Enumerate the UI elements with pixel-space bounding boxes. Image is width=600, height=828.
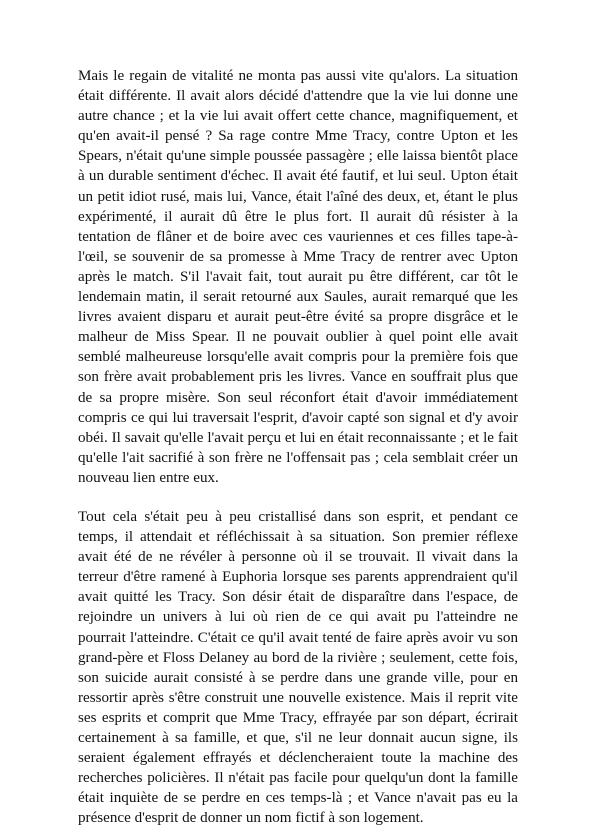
document-page [78, 66, 518, 828]
paragraph-1: Mais le regain de vitalité ne monta pas aussi vite qu'alors. La situation était différente. Il avait alors décidé d'attendre que la vie lui donne une autre chance ; et la vie lui avait offert cette chance, magnifiquement, et qu'en avait-il pensé ? Sa rage contre Mme Tracy, contre Upton et les Spears, n'était qu'une simple poussée passagère ; elle laissa bientôt place à un durable sentiment d'échec. Il avait été fautif, et lui seul. Upton était un petit idiot rusé, mais lui, Vance, était l'aîné des deux, et, étant le plus expérimenté, il aurait dû être le plus fort. Il aurait dû résister à la tentation de flâner et de boire avec ces vauriennes et ces filles tape-à-l'œil, se souvenir de sa promesse à Mme Tracy de rentrer avec Upton après le match. S'il l'avait fait, tout aurait pu être différent, car tôt le lendemain matin, il serait retourné aux Saules, aurait remarqué que les livres avaient disparu et aurait peut-être évité sa propre disgrâce et le malheur de Miss Spear. Il ne pouvait oublier à quel point elle avait semblé malheureuse lorsqu'elle avait compris pour la première fois que son frère avait probablement pris les livres. Vance en souffrait plus que de sa propre misère. Son seul réconfort était d'avoir immédiatement compris ce qui lui traversait l'esprit, d'avoir capté son signal et d'y avoir obéi. Il savait qu'elle l'avait perçu et lui en était reconnaissante ; et le fait qu'elle l'ait sacrifié à son frère ne l'offensait pas ; cela semblait créer un nouveau lien entre eux. [78, 68, 518, 486]
paragraph-2: Tout cela s'était peu à peu cristallisé dans son esprit, et pendant ce temps, il attendait et réfléchissait à sa situation. Son premier réflexe avait été de ne révéler à personne où il se trouvait. Il vivait dans la terreur d'être ramené à Euphoria lorsque ses parents apprendraient qu'il avait quitté les Tracy. Son désir était de disparaître dans l'espace, de rejoindre un univers à lui où rien de ce qui avait pu l'atteindre ne pourrait l'atteindre. C'était ce qu'il avait tenté de faire après avoir vu son grand-père et Floss Delaney au bord de la rivière ; seulement, cette fois, son suicide aurait consisté à se perdre dans une grande ville, pour en ressortir après s'être construit une nouvelle existence. Mais il reprit vite ses esprits et comprit que Mme Tracy, effrayée par son départ, écrirait certainement à sa famille, et que, s'il ne leur donnait aucun signe, ils seraient également effrayés et déclencheraient toute la machine des recherches policières. Il n'était pas facile pour quelqu'un dont la famille était inquiète de se perdre en ces temps-là ; et Vance n'avait pas eu la présence d'esprit de donner un nom fictif à son logement. [78, 508, 518, 827]
